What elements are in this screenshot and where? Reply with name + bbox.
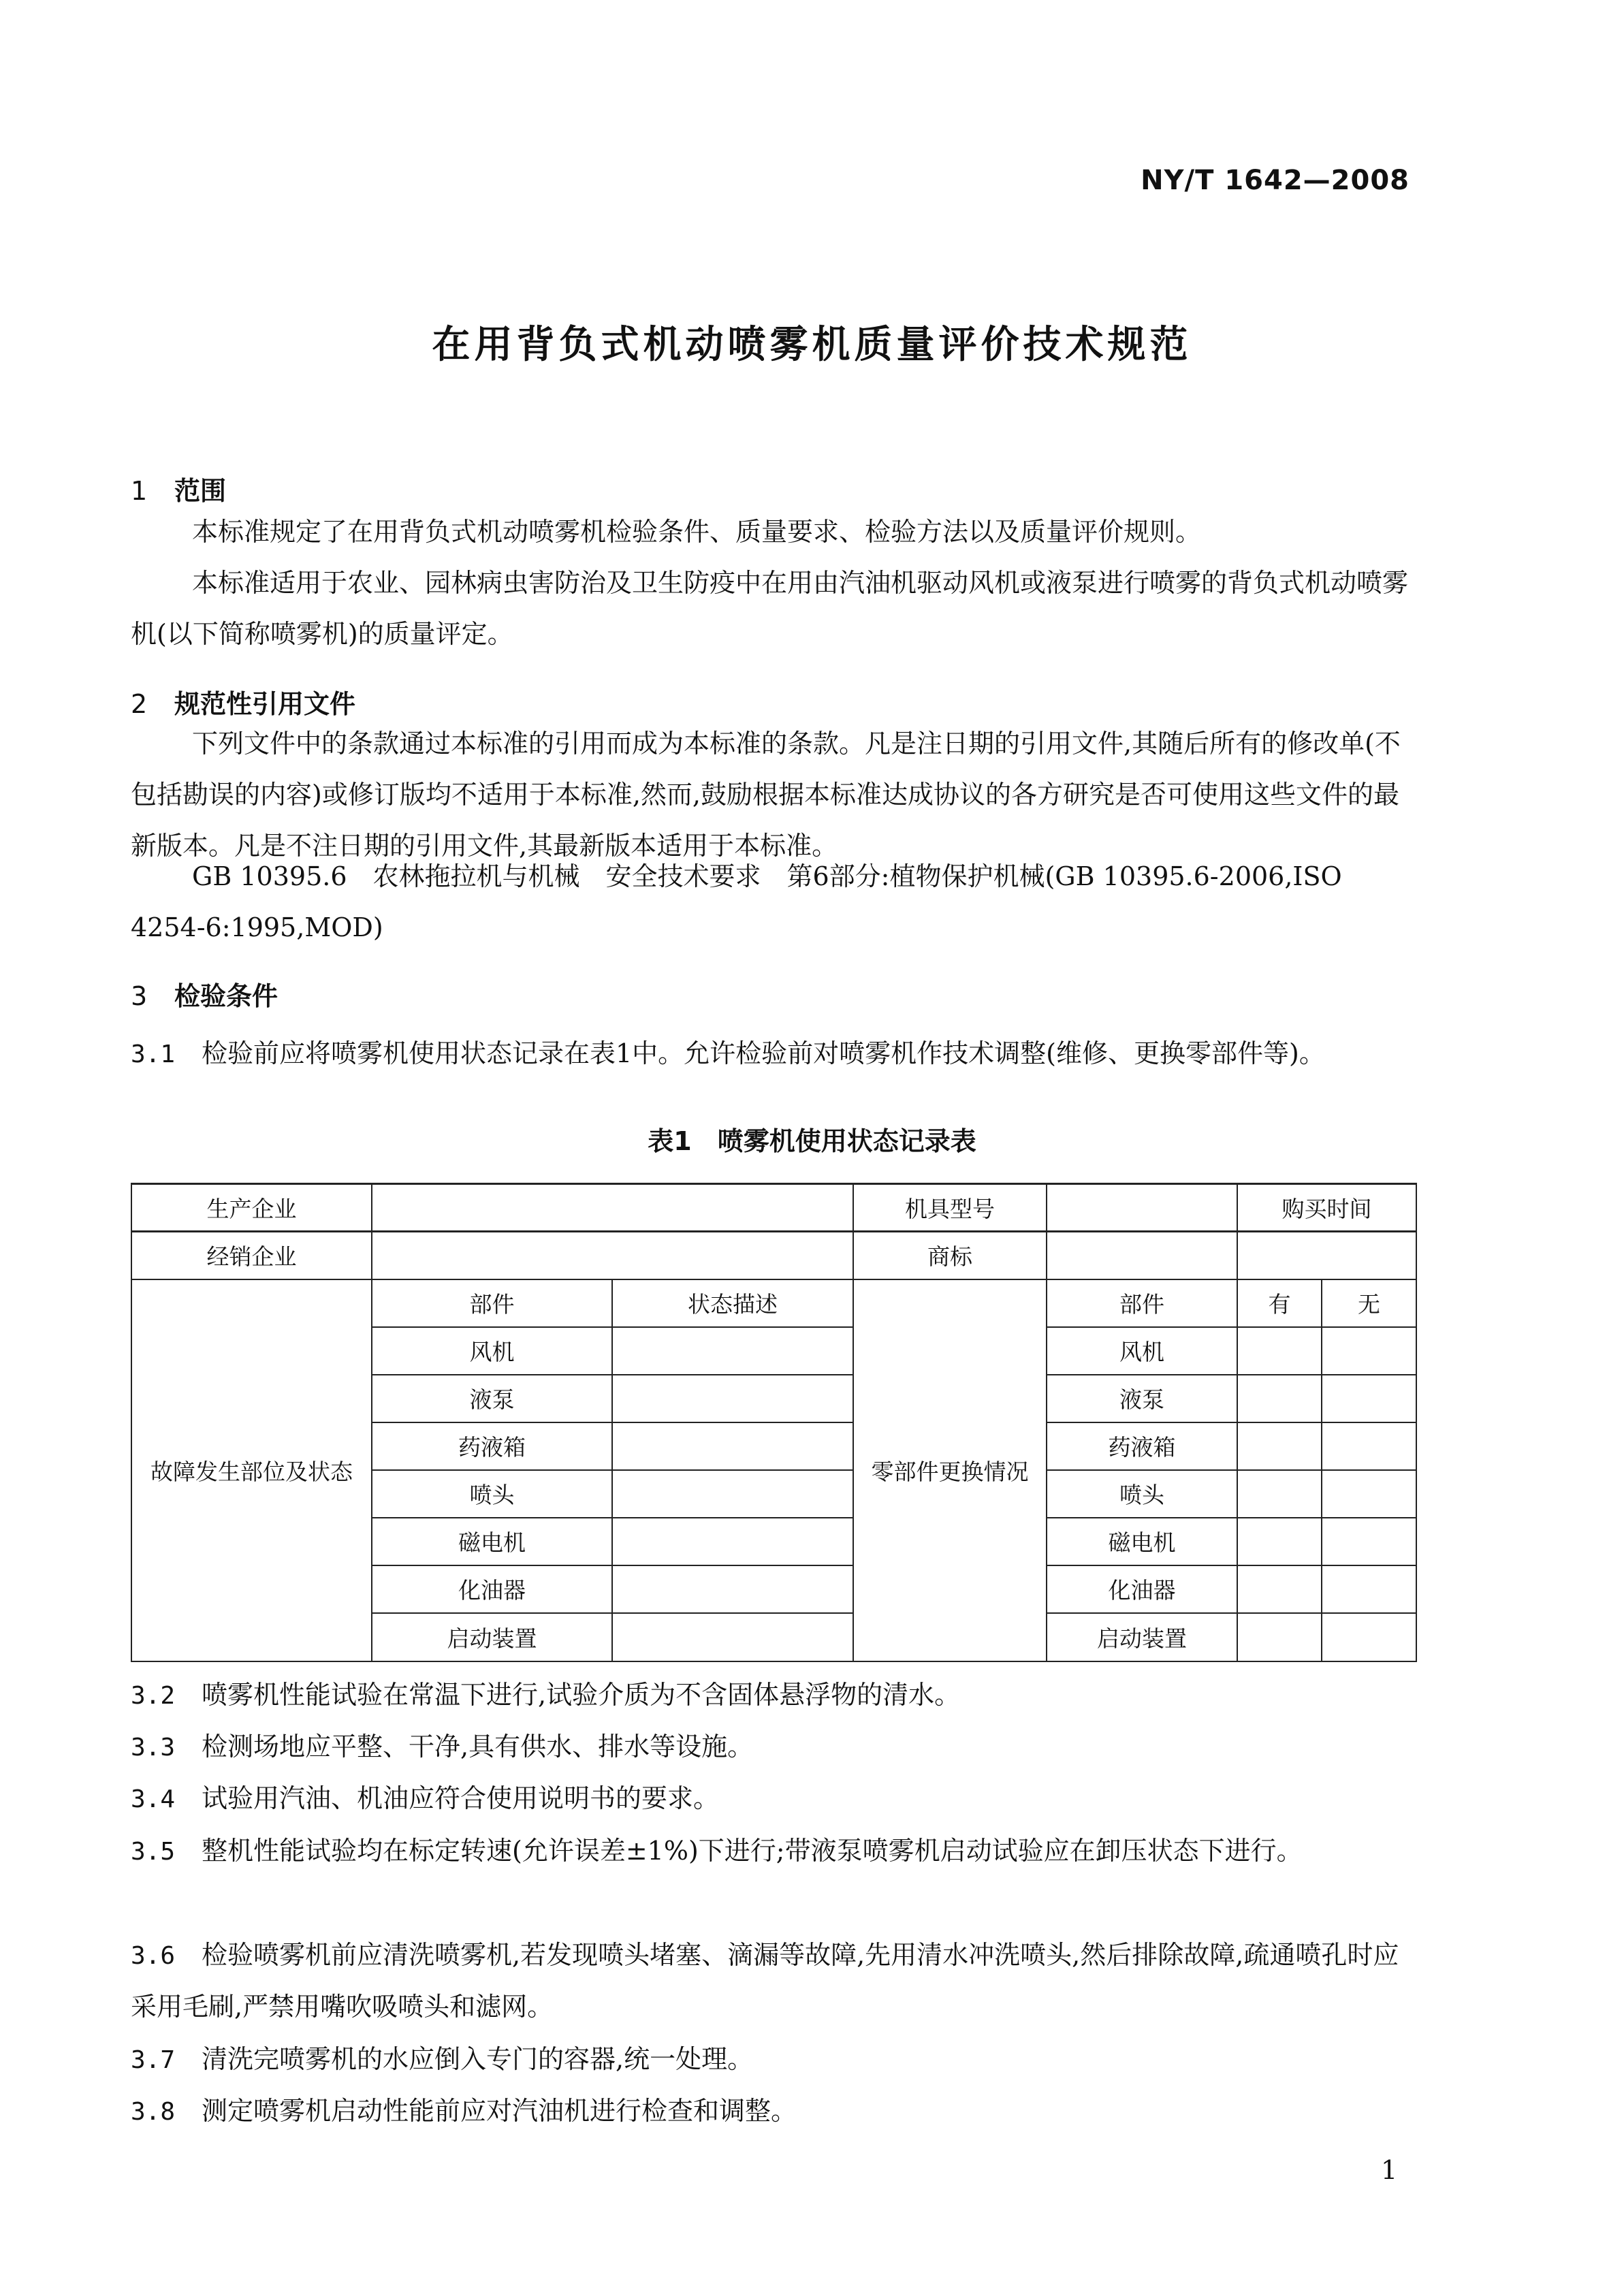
- none-cell: [1322, 1375, 1416, 1422]
- fault-part-name: 液泵: [372, 1375, 612, 1422]
- model-value: [1047, 1184, 1237, 1232]
- model-label: 机具型号: [853, 1184, 1047, 1232]
- section-1-heading: [131, 470, 226, 507]
- none-cell: [1322, 1518, 1416, 1565]
- clause-3-6: 3.6 检验喷雾机前应清洗喷雾机,若发现喷头堵塞、滴漏等故障,先用清水冲洗喷头,然后排除故障,疏通喷孔时应采用毛刷,严禁用嘴吹吸喷头和滤网。: [131, 1940, 1399, 2022]
- none-header: 无: [1322, 1279, 1416, 1327]
- has-cell: [1237, 1470, 1322, 1518]
- fault-status-cell: [612, 1565, 853, 1613]
- fault-status-cell: [612, 1375, 853, 1422]
- clause-3-4: 3.4 试验用汽油、机油应符合使用说明书的要求。: [131, 1783, 720, 1813]
- purchase-time-value: [1237, 1232, 1416, 1279]
- has-cell: [1237, 1327, 1322, 1375]
- dealer-value: [372, 1232, 853, 1279]
- clause-3-3: 3.3 检测场地应平整、干净,具有供水、排水等设施。: [131, 1732, 754, 1762]
- fault-part-name: 启动装置: [372, 1613, 612, 1661]
- replacement-label: 零部件更换情况: [853, 1279, 1047, 1661]
- has-cell: [1237, 1613, 1322, 1661]
- purchase-time-label: 购买时间: [1237, 1184, 1416, 1232]
- table-1-usage-record: [131, 1183, 1417, 1662]
- fault-status-cell: [612, 1470, 853, 1518]
- fault-part-name: 风机: [372, 1327, 612, 1375]
- page-number: 1: [1381, 2155, 1398, 2185]
- none-cell: [1322, 1565, 1416, 1613]
- has-header: 有: [1237, 1279, 1322, 1327]
- fault-part-name: 药液箱: [372, 1422, 612, 1470]
- clause-3-8: 3.8 测定喷雾机启动性能前应对汽油机进行检查和调整。: [131, 2096, 797, 2126]
- section-3-heading: [131, 975, 278, 1013]
- has-cell: [1237, 1518, 1322, 1565]
- manufacturer-label: 生产企业: [131, 1184, 372, 1232]
- fault-part-header: 部件: [372, 1279, 612, 1327]
- section-3-title: 检验条件: [174, 981, 278, 1011]
- fault-status-cell: [612, 1518, 853, 1565]
- fault-part-name: 喷头: [372, 1470, 612, 1518]
- fault-status-cell: [612, 1613, 853, 1661]
- document-title: 在用背负式机动喷雾机质量评价技术规范: [432, 323, 1192, 367]
- replace-part-name: 风机: [1047, 1327, 1237, 1375]
- replace-part-name: 喷头: [1047, 1470, 1237, 1518]
- none-cell: [1322, 1327, 1416, 1375]
- clause-3-2: 3.2 喷雾机性能试验在常温下进行,试验介质为不含固体悬浮物的清水。: [131, 1680, 961, 1710]
- fault-status-header: 状态描述: [612, 1279, 853, 1327]
- dealer-label: 经销企业: [131, 1232, 372, 1279]
- replace-part-name: 药液箱: [1047, 1422, 1237, 1470]
- replace-part-name: 化油器: [1047, 1565, 1237, 1613]
- replace-part-name: 启动装置: [1047, 1613, 1237, 1661]
- brand-label: 商标: [853, 1232, 1047, 1279]
- section-2-number: 2: [131, 689, 148, 719]
- section-2-paragraph-1: 下列文件中的条款通过本标准的引用而成为本标准的条款。凡是注日期的引用文件,其随后所有的修改单(不包括勘误的内容)或修订版均不适用于本标准,然而,鼓励根据本标准达成协议的各方研究是否可使用这些文件的最新版本。凡是不注日期的引用文件,其最新版本适用于本标准。: [131, 729, 1401, 861]
- replace-part-name: 液泵: [1047, 1375, 1237, 1422]
- section-1-paragraph-2: 本标准适用于农业、园林病虫害防治及卫生防疫中在用由汽油机驱动风机或液泵进行喷雾的背负式机动喷雾机(以下简称喷雾机)的质量评定。: [131, 568, 1409, 649]
- clause-3-5: 3.5 整机性能试验均在标定转速(允许误差±1%)下进行;带液泵喷雾机启动试验应在卸压状态下进行。: [131, 1836, 1303, 1866]
- standard-number: NY/T 1642—2008: [1141, 165, 1410, 196]
- replace-part-name: 磁电机: [1047, 1518, 1237, 1565]
- fault-part-name: 化油器: [372, 1565, 612, 1613]
- section-2-reference: GB 10395.6 农林拖拉机与机械 安全技术要求 第6部分:植物保护机械(GB 10395.6-2006,ISO 4254-6:1995,MOD): [131, 861, 1342, 942]
- section-1-number: 1: [131, 476, 148, 506]
- fault-location-label: 故障发生部位及状态: [131, 1279, 372, 1661]
- section-2-title: 规范性引用文件: [174, 689, 356, 719]
- section-3-number: 3: [131, 981, 148, 1011]
- has-cell: [1237, 1565, 1322, 1613]
- clause-3-1: 3.1 检验前应将喷雾机使用状态记录在表1中。允许检验前对喷雾机作技术调整(维修、更换零部件等)。: [131, 1038, 1325, 1068]
- table-1-caption: 表1 喷雾机使用状态记录表: [648, 1126, 976, 1156]
- fault-status-cell: [612, 1327, 853, 1375]
- fault-status-cell: [612, 1422, 853, 1470]
- has-cell: [1237, 1422, 1322, 1470]
- none-cell: [1322, 1470, 1416, 1518]
- section-2-heading: [131, 683, 355, 720]
- none-cell: [1322, 1422, 1416, 1470]
- section-1-title: 范围: [174, 476, 227, 506]
- replace-part-header: 部件: [1047, 1279, 1237, 1327]
- fault-part-name: 磁电机: [372, 1518, 612, 1565]
- manufacturer-value: [372, 1184, 853, 1232]
- has-cell: [1237, 1375, 1322, 1422]
- section-1-paragraph-1: 本标准规定了在用背负式机动喷雾机检验条件、质量要求、检验方法以及质量评价规则。: [192, 517, 1202, 547]
- none-cell: [1322, 1613, 1416, 1661]
- brand-value: [1047, 1232, 1237, 1279]
- clause-3-7: 3.7 清洗完喷雾机的水应倒入专门的容器,统一处理。: [131, 2044, 754, 2074]
